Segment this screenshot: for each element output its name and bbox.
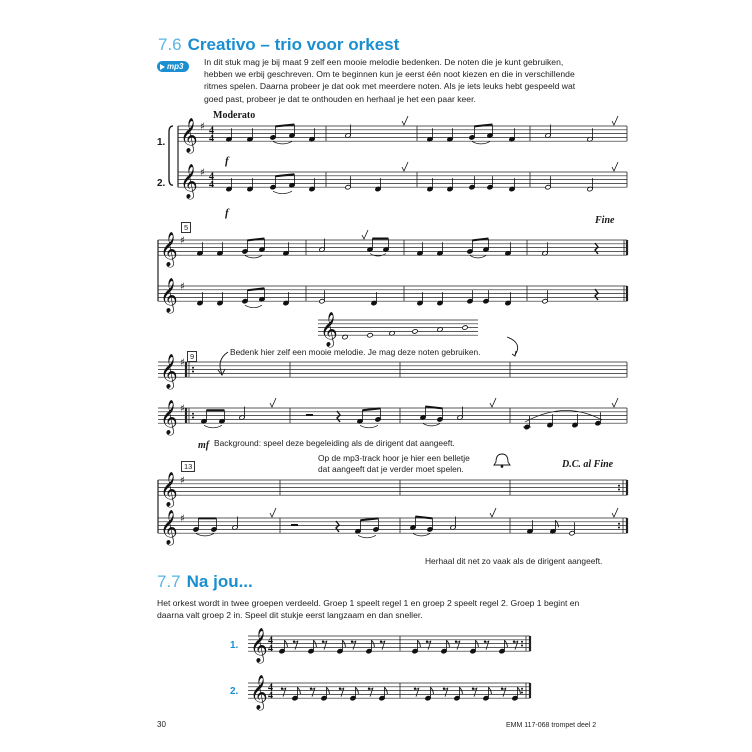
dynamic-f-2: f: [225, 207, 229, 219]
bell-clapper: [501, 465, 504, 468]
dynamic-mf: mf: [198, 440, 210, 451]
key-signature-sharp: ♯: [180, 475, 185, 487]
intro-line: In dit stuk mag je bij maat 9 zelf een mooie melodie bedenken. De noten die je kunt gebruiken,: [204, 57, 564, 67]
breath-mark-icon: [612, 508, 618, 517]
eighth-rest: [323, 641, 327, 650]
slur: [245, 305, 262, 308]
dc-al-fine-marking: D.C. al Fine: [562, 459, 614, 470]
time-signature-top: 4: [268, 635, 273, 647]
time-signature-top: 4: [209, 125, 214, 137]
tempo-marking: Moderato: [213, 110, 256, 121]
intro-line: ritmes spelen. Daarna probeer je dat ook met meerdere noten. Als je iets leuks hebt gespeeld wat: [204, 81, 576, 92]
measure-number-9: 9: [187, 351, 197, 362]
section77-line: Het orkest wordt in twee groepen verdeeld. Groep 1 speelt regel 1 en groep 2 speelt regel 2. Groep 1 begint en: [157, 598, 580, 608]
treble-clef-icon: 𝄞: [180, 118, 198, 154]
quarter-rest: [595, 289, 598, 300]
intro-line: goed past, probeer je dat te onthouden en herhaal je het een paar keer.: [204, 93, 476, 104]
eighth-rest: [282, 688, 286, 697]
repeat-dot: [521, 692, 523, 694]
slur: [423, 423, 440, 426]
key-signature-sharp: ♯: [180, 281, 185, 293]
breath-mark-icon: [270, 508, 276, 517]
measure-number-13: 13: [181, 461, 195, 472]
breath-mark-icon: [402, 116, 408, 125]
breath-mark-icon: [490, 508, 496, 517]
repeat-dot: [521, 688, 523, 690]
treble-clef-icon: 𝄞: [160, 510, 178, 546]
quarter-rest: [595, 243, 598, 254]
eighth-rest: [381, 641, 385, 650]
treble-clef-icon: 𝄞: [250, 628, 268, 664]
breath-mark-icon: [612, 116, 618, 125]
publication-code: EMM 117-068 trompet deel 2: [506, 722, 597, 729]
slur: [273, 141, 292, 144]
slur: [358, 535, 376, 538]
breath-mark-icon: [402, 162, 408, 171]
section-number: 7.6: [158, 35, 182, 54]
section-number: 7.7: [157, 572, 181, 591]
note-head: [367, 333, 373, 338]
time-signature-bottom: 4: [268, 643, 273, 655]
time-signature-top: 4: [268, 682, 273, 694]
brace: [169, 126, 173, 185]
slur: [273, 191, 292, 194]
treble-clef-icon: 𝄞: [180, 164, 198, 200]
repeat-dot: [192, 371, 194, 373]
note-head: [462, 325, 468, 330]
eighth-rest: [415, 688, 419, 697]
eighth-rest: [514, 641, 518, 650]
repeat-dot: [192, 417, 194, 419]
slur: [472, 141, 490, 144]
section-title: Creativo – trio voor orkest: [187, 35, 400, 54]
time-signature-bottom: 4: [209, 179, 214, 191]
treble-clef-icon: 𝄞: [160, 400, 178, 436]
quarter-rest: [336, 521, 339, 532]
annotation-bell-line: dat aangeeft dat je verder moet spelen.: [318, 464, 464, 474]
treble-clef-icon: 𝄞: [160, 278, 178, 314]
section77-line: daarna valt groep 2 in. Speel dit stukje eerst langzaam en dan sneller.: [157, 610, 423, 621]
slur: [525, 410, 602, 422]
eighth-rest: [502, 688, 506, 697]
bell-icon: [494, 454, 510, 465]
repeat-dot: [618, 485, 620, 487]
treble-clef-icon: 𝄞: [160, 354, 178, 390]
half-rest: [291, 524, 298, 526]
annotation-bell-line: Op de mp3-track hoor je hier een belletje: [318, 453, 470, 463]
eighth-rest: [456, 641, 460, 650]
eighth-rest: [294, 641, 298, 650]
annotation-melody: Bedenk hier zelf een mooie melodie. Je mag deze noten gebruiken.: [230, 347, 481, 357]
key-signature-sharp: ♯: [180, 513, 185, 525]
eighth-rest: [352, 641, 356, 650]
key-signature-sharp: ♯: [180, 403, 185, 415]
eighth-rest: [427, 641, 431, 650]
breath-mark-icon: [612, 398, 618, 407]
eighth-rest: [340, 688, 344, 697]
slur: [196, 533, 214, 536]
eighth-rest: [473, 688, 477, 697]
part-label-1: 1.: [157, 137, 166, 148]
quarter-rest: [337, 411, 340, 422]
key-signature-sharp: ♯: [180, 357, 185, 369]
arrow-icon: [512, 351, 516, 356]
repeat-dot: [618, 523, 620, 525]
time-signature-bottom: 4: [209, 133, 214, 145]
repeat-dot: [521, 641, 523, 643]
breath-mark-icon: [612, 162, 618, 171]
slur: [470, 255, 486, 258]
treble-clef-icon: 𝄞: [160, 472, 178, 508]
intro-line: hebben we erbij geschreven. Om te beginnen kun je eerst één noot kiezen en die in verschillende: [204, 69, 575, 80]
section-title: Na jou...: [186, 572, 253, 591]
key-signature-sharp: ♯: [200, 167, 205, 179]
mp3-label: mp3: [167, 62, 184, 71]
half-rest: [306, 414, 313, 416]
treble-clef-icon: 𝄞: [160, 232, 178, 268]
exercise-label-1: 1.: [230, 640, 239, 651]
slur: [245, 255, 262, 258]
breath-mark-icon: [490, 398, 496, 407]
annotation-repeat: Herhaal dit net zo vaak als de dirigent aangeeft.: [425, 556, 603, 566]
repeat-dot: [618, 527, 620, 529]
annotation-background: Background: speel deze begeleiding als de dirigent dat aangeeft.: [214, 438, 455, 448]
measure-number-5: 5: [181, 222, 191, 233]
page-number: 30: [157, 720, 166, 729]
slur: [204, 425, 222, 428]
repeat-dot: [192, 367, 194, 369]
part-label-2: 2.: [157, 178, 166, 189]
key-signature-sharp: ♯: [180, 235, 185, 247]
key-signature-sharp: ♯: [200, 121, 205, 133]
fine-marking: Fine: [595, 215, 615, 226]
breath-mark-icon: [362, 230, 368, 239]
treble-clef-icon: 𝄞: [320, 312, 338, 348]
eighth-rest: [311, 688, 315, 697]
repeat-dot: [192, 413, 194, 415]
slur: [370, 254, 386, 257]
exercise-label-2: 2.: [230, 686, 239, 697]
slur: [360, 425, 378, 428]
eighth-rest: [369, 688, 373, 697]
eighth-rest: [485, 641, 489, 650]
treble-clef-icon: 𝄞: [250, 675, 268, 711]
repeat-dot: [521, 645, 523, 647]
repeat-dot: [618, 489, 620, 491]
beam: [360, 518, 378, 520]
breath-mark-icon: [270, 398, 276, 407]
beam: [362, 408, 380, 410]
dynamic-f-1: f: [225, 155, 229, 167]
time-signature-top: 4: [209, 171, 214, 183]
slur: [413, 533, 430, 536]
note-head: [412, 329, 418, 334]
eighth-rest: [444, 688, 448, 697]
time-signature-bottom: 4: [268, 690, 273, 702]
note-flag: [555, 520, 558, 527]
